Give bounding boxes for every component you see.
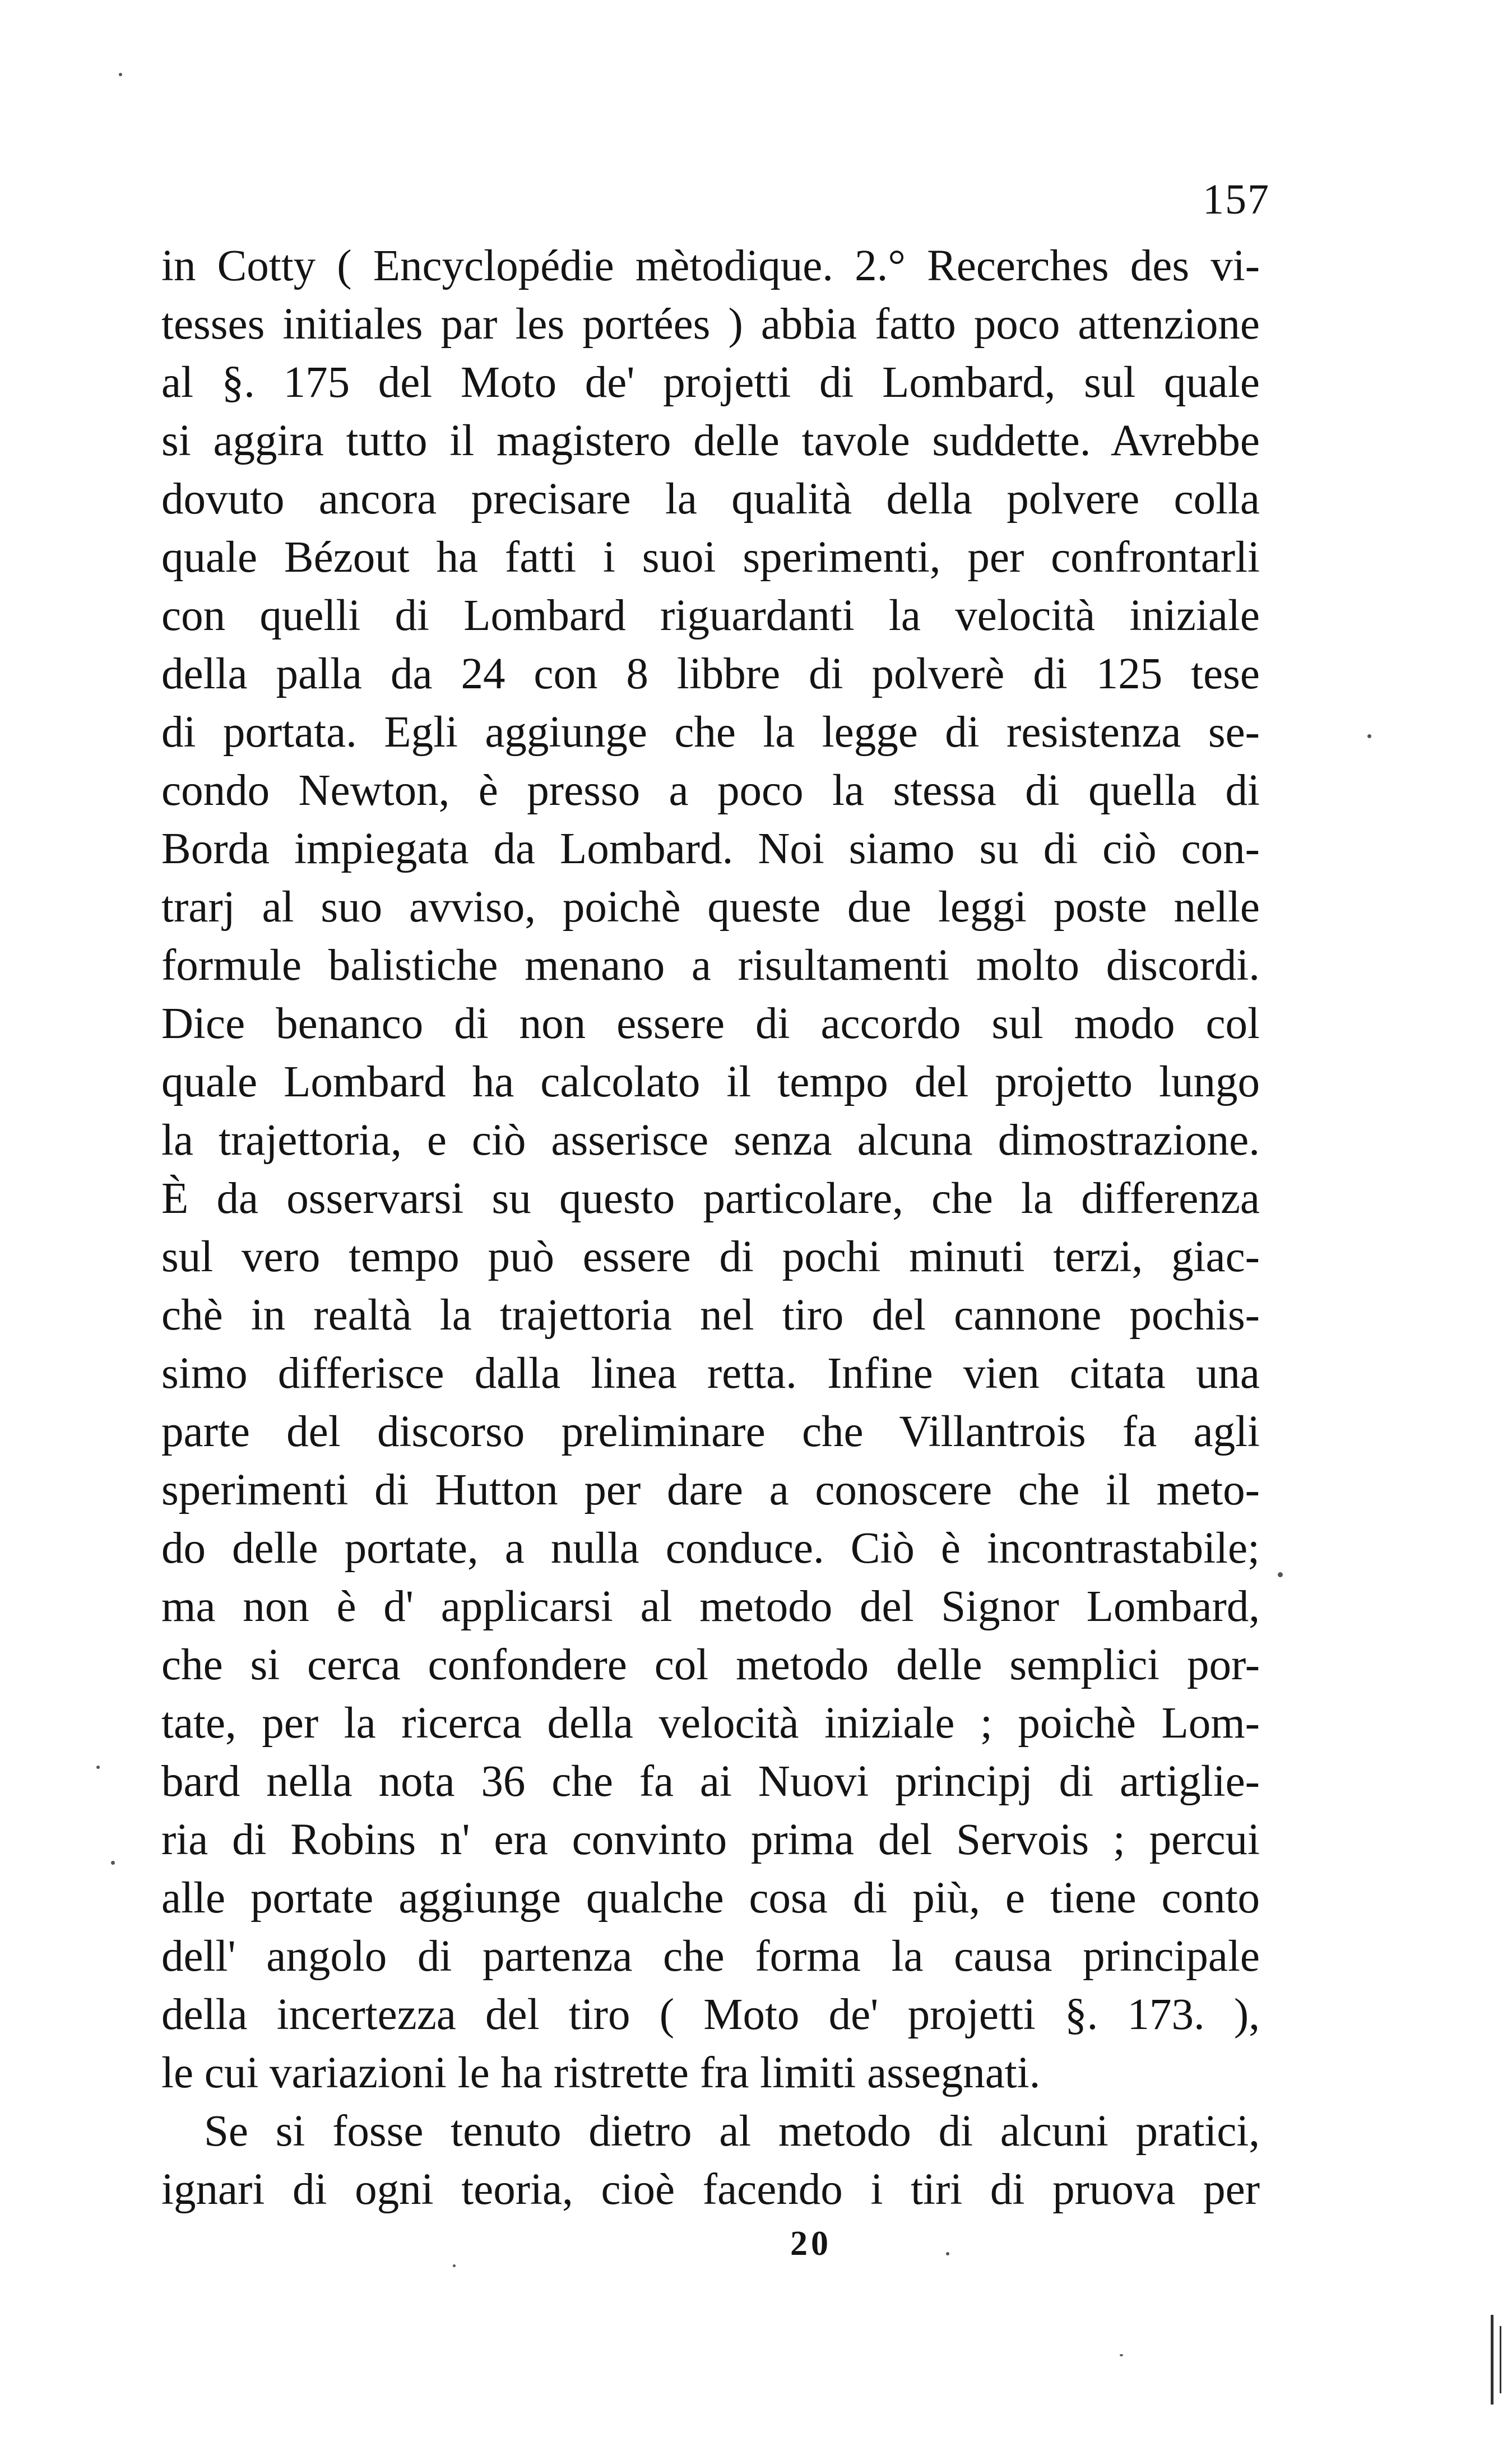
text-line: si aggira tutto il magistero delle tavole suddette. Avrebbe bbox=[161, 416, 1260, 465]
paragraph-2 bbox=[161, 2102, 1260, 2219]
text-line: in Cotty ( Encyclopédie mètodique. 2.° Recerches des vi- bbox=[161, 242, 1260, 290]
text-line: con quelli di Lombard riguardanti la velocità iniziale bbox=[161, 591, 1260, 640]
text-line: al §. 175 del Moto de' projetti di Lombard, sul quale bbox=[161, 358, 1260, 407]
text-line: di portata. Egli aggiunge che la legge di resistenza se- bbox=[161, 708, 1260, 757]
text-line: dell' angolo di partenza che forma la causa principale bbox=[161, 1932, 1260, 1981]
scan-speck bbox=[1120, 2354, 1123, 2356]
text-line: della incertezza del tiro ( Moto de' projetti §. 173. ), bbox=[161, 1990, 1260, 2039]
page-edge-mark bbox=[1500, 2326, 1501, 2393]
text-line: dovuto ancora precisare la qualità della polvere colla bbox=[161, 475, 1260, 524]
paragraph-1 bbox=[161, 237, 1260, 2102]
body-text bbox=[161, 237, 1260, 2219]
text-line: simo differisce dalla linea retta. Infine vien citata una bbox=[161, 1349, 1260, 1398]
scan-speck bbox=[96, 1766, 100, 1769]
text-line: della palla da 24 con 8 libbre di polverè di 125 tese bbox=[161, 650, 1260, 698]
text-line: parte del discorso preliminare che Villantrois fa agli bbox=[161, 1407, 1260, 1456]
page-edge-mark bbox=[1491, 2315, 1494, 2405]
text-line: chè in realtà la trajettoria nel tiro del cannone pochis- bbox=[161, 1291, 1260, 1340]
text-line: alle portate aggiunge qualche cosa di più, e tiene conto bbox=[161, 1874, 1260, 1922]
scan-speck bbox=[119, 73, 122, 76]
text-line: che si cerca confondere col metodo delle semplici por- bbox=[161, 1641, 1260, 1689]
text-line: tesses initiales par les portées ) abbia fatto poco attenzione bbox=[161, 300, 1260, 349]
text-line: tate, per la ricerca della velocità iniziale ; poichè Lom- bbox=[161, 1699, 1260, 1748]
text-line: formule balistiche menano a risultamenti molto discordi. bbox=[161, 941, 1260, 990]
scan-speck bbox=[111, 1861, 115, 1865]
signature-mark: 20 bbox=[790, 2225, 832, 2263]
page-number: 157 bbox=[1203, 176, 1270, 223]
text-line: bard nella nota 36 che fa ai Nuovi principj di artiglie- bbox=[161, 1757, 1260, 1806]
text-line: trarj al suo avviso, poichè queste due leggi poste nelle bbox=[161, 883, 1260, 932]
text-line: Dice benanco di non essere di accordo sul modo col bbox=[161, 999, 1260, 1048]
scan-speck bbox=[946, 2252, 949, 2255]
text-line: do delle portate, a nulla conduce. Ciò è incontrastabile; bbox=[161, 1524, 1260, 1573]
text-line: ma non è d' applicarsi al metodo del Signor Lombard, bbox=[161, 1582, 1260, 1631]
text-line: Se si fosse tenuto dietro al metodo di alcuni pratici, bbox=[204, 2107, 1260, 2156]
text-line: quale Lombard ha calcolato il tempo del projetto lungo bbox=[161, 1058, 1260, 1106]
scan-speck bbox=[1278, 1572, 1283, 1577]
text-line: ignari di ogni teoria, cioè facendo i tiri di pruova per bbox=[161, 2165, 1260, 2214]
text-line: le cui variazioni le ha ristrette fra limiti assegnati. bbox=[161, 2049, 1041, 2097]
text-line: condo Newton, è presso a poco la stessa di quella di bbox=[161, 766, 1260, 815]
text-line: È da osservarsi su questo particolare, che la differenza bbox=[161, 1174, 1260, 1223]
text-line: ria di Robins n' era convinto prima del Servois ; percui bbox=[161, 1815, 1260, 1864]
scan-speck bbox=[453, 2264, 456, 2267]
text-line: Borda impiegata da Lombard. Noi siamo su di ciò con- bbox=[161, 824, 1260, 873]
scan-speck bbox=[1367, 734, 1371, 738]
text-line: sperimenti di Hutton per dare a conoscere che il meto- bbox=[161, 1466, 1260, 1514]
text-line: la trajettoria, e ciò asserisce senza alcuna dimostrazione. bbox=[161, 1116, 1260, 1165]
text-line: sul vero tempo può essere di pochi minuti terzi, giac- bbox=[161, 1233, 1260, 1281]
text-line: quale Bézout ha fatti i suoi sperimenti, per confrontarli bbox=[161, 533, 1260, 582]
